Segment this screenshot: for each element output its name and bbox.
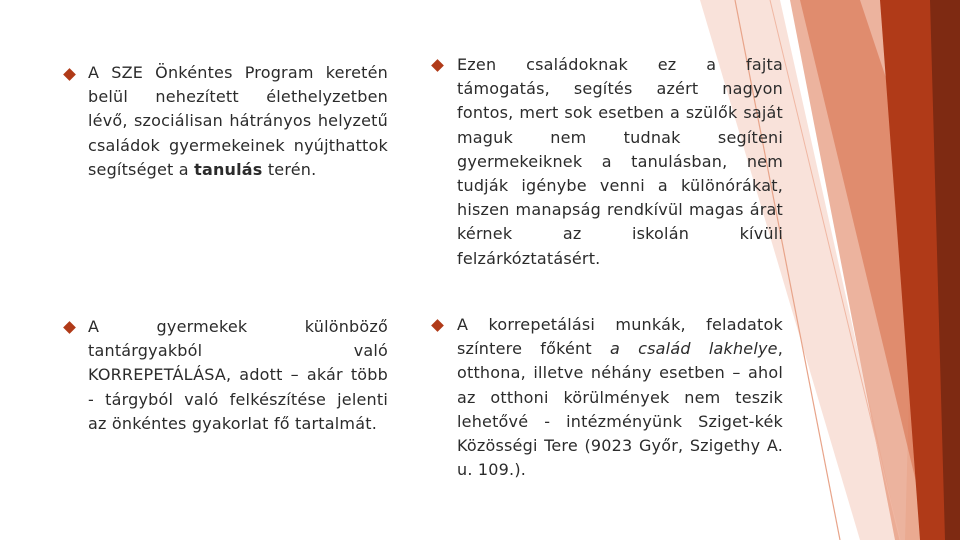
emphasis-csalad-lakhelye: a család lakhelye [609,339,778,359]
left-bullet-2 [88,315,388,436]
left-bullet-1-text: A SZE Önkéntes Program keretén belül nehezített élethelyzetben lévő, szociálisan hátrányos helyzetű családok gyermekeinek nyújthattok segítséget a tanulás terén. [88,63,388,179]
right-bullet-1 [457,53,783,271]
right-bullet-2-text: A korrepetálási munkák, feladatok színtere főként a család lakhelye, otthona, illetve néhány esetben – ahol az otthoni körülmények nem teszik lehetővé - intézményünk Sziget-kék Közösségi Tere (9023 Győr, Szigethy A. u. 109.). [457,315,783,480]
left-bullet-1 [88,61,388,182]
right-bullet-1-text: Ezen családoknak ez a fajta támogatás, segítés azért nagyon fontos, mert sok esetben a szülők saját maguk nem tudnak segíteni gyermekeiknek a tanulásban, nem tudják igénybe venni a különórákat, hiszen manapság rendkívül magas árat kérnek az iskolán kívüli felzárkóztatásért. [457,55,783,268]
left-bullet-2-text: A gyermekek különböző tantárgyakból való KORREPETÁLÁSA, adott – akár több - tárgyból való felkészítése jelenti az önkéntes gyakorlat fő tartalmát. [88,317,388,433]
right-bullet-2 [457,313,783,482]
emphasis-tanulas: tanulás [194,159,263,179]
